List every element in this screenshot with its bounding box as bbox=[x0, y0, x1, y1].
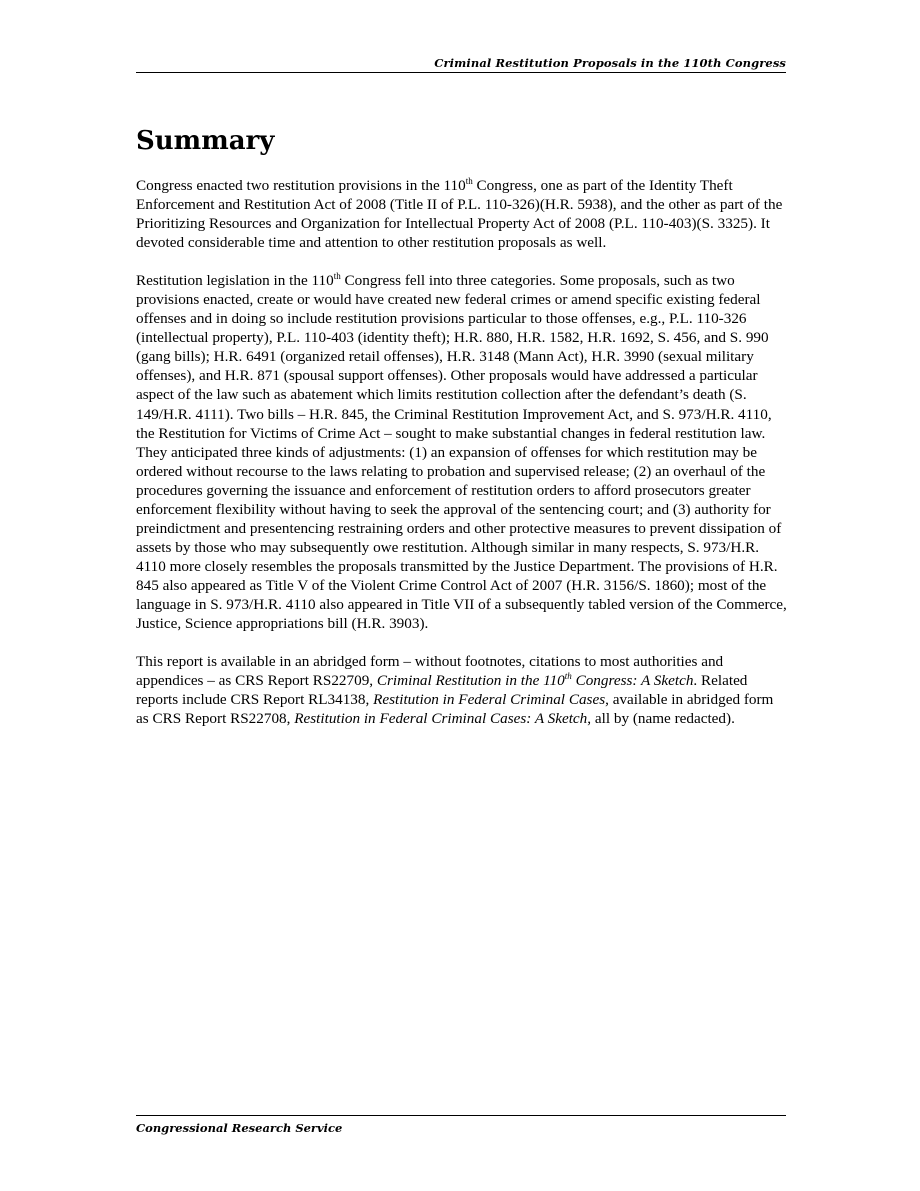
text-run: Restitution legislation in the 110 bbox=[136, 272, 334, 290]
text-run: , all by (name redacted). bbox=[587, 710, 735, 728]
paragraph-legislation-categories bbox=[136, 271, 788, 633]
report-title-sketch bbox=[377, 672, 694, 689]
text-run: Congress fell into three categories. Some proposals, such as two provisions enacted, create or would have created new federal crimes or amend specific existing federal offenses and in doing so include restitution provisions particular to those offenses, e.g., P.L. 110-326 (intellectual property), P.L. 110-403 (identity theft); H.R. 880, H.R. 1582, H.R. 1692, S. 456, and S. 990 (gang bills); H.R. 6491 (organized retail offenses), H.R. 3148 (Mann Act), H.R. 3990 (sexual military offenses), and H.R. 871 (spousal support offenses). Other proposals would have addressed a particular aspect of the law such as abatement which limits restitution collection after the defendant’s death (S. 149/H.R. 4111). Two bills – H.R. 845, the Criminal Restitution Improvement Act, and S. 973/H.R. 4110, the Restitution for Victims of Crime Act – sought to make substantial changes in federal restitution law. They anticipated three kinds of adjustments: (1) an expansion of offenses for which restitution may be ordered without recourse to the laws relating to probation and supervised release; (2) an overhaul of the procedures governing the issuance and enforcement of restitution orders to afford prosecutors greater enforcement flexibility without having to seek the approval of the sentencing court; and (3) authority for preindictment and presentencing restraining orders and other protective measures to prevent dissipation of assets by those who may subsequently owe restitution. Although similar in many respects, S. 973/H.R. 4110 more closely resembles the proposals transmitted by the Justice Department. The provisions of H.R. 845 also appeared as Title V of the Violent Crime Control Act of 2007 (H.R. 3156/S. 1860); most of the language in S. 973/H.R. 4110 also appeared in Title VII of a subsequently tabled version of the Commerce, Justice, Science appropriations bill (H.R. 3903). bbox=[136, 272, 787, 633]
superscript: th bbox=[465, 176, 473, 186]
running-header: Criminal Restitution Proposals in the 110th Congress bbox=[434, 56, 786, 70]
text-run: . Related reports include CRS Report RL34138, bbox=[136, 672, 748, 709]
paragraph-related-reports bbox=[136, 652, 788, 728]
summary-body bbox=[136, 176, 788, 747]
text-run: Congress, one as part of the Identity Theft Enforcement and Restitution Act of 2008 (Title II of P.L. 110-326)(H.R. 5938), and the other as part of the Prioritizing Resources and Organization for Intellectual Property Act of 2008 (P.L. 110-403)(S. 3325). It devoted considerable time and attention to other restitution proposals as well. bbox=[136, 177, 783, 252]
footer-rule bbox=[136, 1115, 786, 1116]
report-title-federal-cases-sketch: Restitution in Federal Criminal Cases: A Sketch bbox=[294, 710, 588, 728]
superscript: th bbox=[564, 671, 572, 682]
text-run: , available in abridged form as CRS Report RS22708, bbox=[136, 691, 774, 728]
text-run: Congress enacted two restitution provisions in the 110 bbox=[136, 177, 466, 194]
text-run: Criminal Restitution in the 110 bbox=[376, 672, 565, 690]
running-footer: Congressional Research Service bbox=[136, 1121, 343, 1135]
text-run: This report is available in an abridged form – without footnotes, citations to most authorities and appendices – as CRS Report RS22709, bbox=[136, 653, 724, 690]
header-rule bbox=[136, 72, 786, 73]
text-run: Congress: A Sketch bbox=[571, 672, 694, 690]
page-title: Summary bbox=[136, 126, 275, 156]
superscript: th bbox=[333, 271, 341, 282]
paragraph-enacted-provisions bbox=[136, 176, 788, 252]
report-title-federal-cases: Restitution in Federal Criminal Cases bbox=[373, 691, 606, 709]
